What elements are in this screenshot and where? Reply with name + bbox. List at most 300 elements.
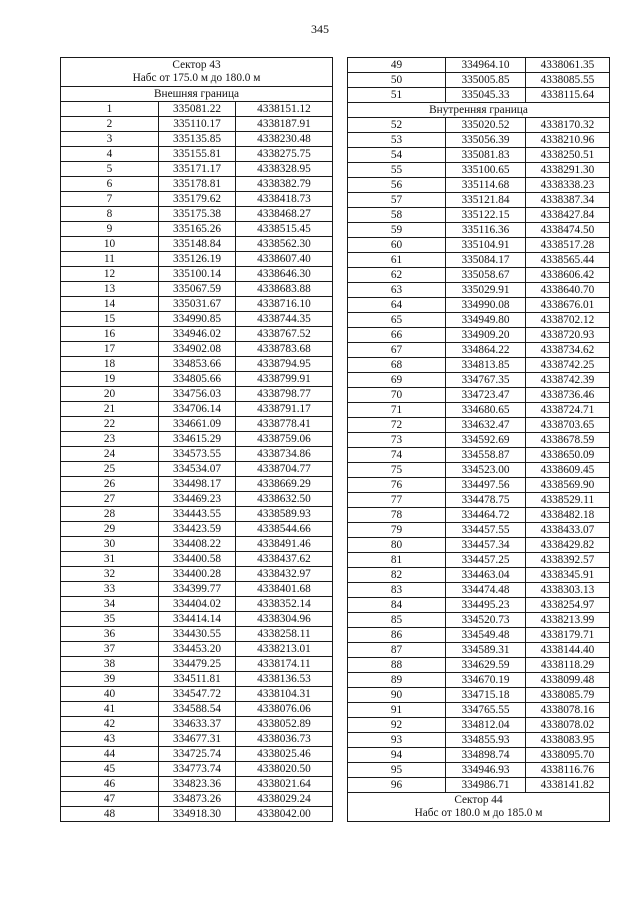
x-coordinate: 334990.85	[159, 312, 236, 327]
y-coordinate: 4338632.50	[236, 492, 333, 507]
table-row	[61, 162, 333, 177]
x-coordinate: 334400.58	[159, 552, 236, 567]
x-coordinate: 334615.29	[159, 432, 236, 447]
point-number: 45	[61, 762, 159, 777]
point-number: 80	[348, 538, 446, 553]
table-row	[348, 598, 610, 613]
table-row	[61, 582, 333, 597]
point-number: 21	[61, 402, 159, 417]
x-coordinate: 334902.08	[159, 342, 236, 357]
x-coordinate: 334399.77	[159, 582, 236, 597]
y-coordinate: 4338742.39	[526, 373, 610, 388]
table-row	[61, 387, 333, 402]
y-coordinate: 4338338.23	[526, 178, 610, 193]
point-number: 58	[348, 208, 446, 223]
x-coordinate: 334756.03	[159, 387, 236, 402]
x-coordinate: 334670.19	[446, 673, 526, 688]
x-coordinate: 334497.56	[446, 478, 526, 493]
table-row	[348, 493, 610, 508]
point-number: 5	[61, 162, 159, 177]
y-coordinate: 4338783.68	[236, 342, 333, 357]
x-coordinate: 334765.55	[446, 703, 526, 718]
y-coordinate: 4338136.53	[236, 672, 333, 687]
y-coordinate: 4338589.93	[236, 507, 333, 522]
y-coordinate: 4338141.82	[526, 778, 610, 793]
table-row	[348, 703, 610, 718]
y-coordinate: 4338517.28	[526, 238, 610, 253]
point-number: 42	[61, 717, 159, 732]
table-row	[348, 403, 610, 418]
x-coordinate: 335175.38	[159, 207, 236, 222]
point-number: 17	[61, 342, 159, 357]
x-coordinate: 335100.65	[446, 163, 526, 178]
y-coordinate: 4338250.51	[526, 148, 610, 163]
table-row	[61, 552, 333, 567]
table-row	[348, 538, 610, 553]
x-coordinate: 334873.26	[159, 792, 236, 807]
point-number: 67	[348, 343, 446, 358]
table-row	[61, 447, 333, 462]
x-coordinate: 334573.55	[159, 447, 236, 462]
table-row	[348, 238, 610, 253]
x-coordinate: 334520.73	[446, 613, 526, 628]
x-coordinate: 334400.28	[159, 567, 236, 582]
table-row	[61, 327, 333, 342]
y-coordinate: 4338118.29	[526, 658, 610, 673]
x-coordinate: 335121.84	[446, 193, 526, 208]
x-coordinate: 335058.67	[446, 268, 526, 283]
point-number: 61	[348, 253, 446, 268]
point-number: 22	[61, 417, 159, 432]
point-number: 8	[61, 207, 159, 222]
point-number: 84	[348, 598, 446, 613]
table-row	[348, 478, 610, 493]
table-row	[61, 207, 333, 222]
x-coordinate: 334592.69	[446, 433, 526, 448]
x-coordinate: 334443.55	[159, 507, 236, 522]
x-coordinate: 335081.83	[446, 148, 526, 163]
table-row	[61, 102, 333, 117]
table-row	[61, 372, 333, 387]
x-coordinate: 335110.17	[159, 117, 236, 132]
y-coordinate: 4338025.46	[236, 747, 333, 762]
point-number: 83	[348, 583, 446, 598]
point-number: 75	[348, 463, 446, 478]
table-row	[348, 613, 610, 628]
table-row	[348, 298, 610, 313]
table-row	[348, 58, 610, 73]
table-row	[348, 778, 610, 793]
x-coordinate: 334469.23	[159, 492, 236, 507]
point-number: 55	[348, 163, 446, 178]
point-number: 89	[348, 673, 446, 688]
table-row	[61, 192, 333, 207]
point-number: 91	[348, 703, 446, 718]
point-number: 78	[348, 508, 446, 523]
table-row	[61, 402, 333, 417]
x-coordinate: 335126.19	[159, 252, 236, 267]
y-coordinate: 4338702.12	[526, 313, 610, 328]
sector-title: Сектор 43	[172, 59, 221, 71]
table-row	[61, 762, 333, 777]
table-row	[61, 642, 333, 657]
table-row	[61, 462, 333, 477]
x-coordinate: 335005.85	[446, 73, 526, 88]
y-coordinate: 4338529.11	[526, 493, 610, 508]
point-number: 38	[61, 657, 159, 672]
y-coordinate: 4338607.40	[236, 252, 333, 267]
table-row	[61, 177, 333, 192]
point-number: 68	[348, 358, 446, 373]
y-coordinate: 4338678.59	[526, 433, 610, 448]
table-row	[61, 717, 333, 732]
table-row	[61, 492, 333, 507]
y-coordinate: 4338085.79	[526, 688, 610, 703]
table-row	[348, 688, 610, 703]
y-coordinate: 4338303.13	[526, 583, 610, 598]
point-number: 34	[61, 597, 159, 612]
point-number: 3	[61, 132, 159, 147]
y-coordinate: 4338042.00	[236, 807, 333, 822]
y-coordinate: 4338029.24	[236, 792, 333, 807]
x-coordinate: 334723.47	[446, 388, 526, 403]
y-coordinate: 4338418.73	[236, 192, 333, 207]
y-coordinate: 4338474.50	[526, 223, 610, 238]
table-row	[348, 343, 610, 358]
table-row	[348, 583, 610, 598]
point-number: 36	[61, 627, 159, 642]
next-sector-title: Сектор 44	[454, 794, 503, 806]
table-row	[61, 432, 333, 447]
x-coordinate: 335148.84	[159, 237, 236, 252]
point-number: 20	[61, 387, 159, 402]
y-coordinate: 4338744.35	[236, 312, 333, 327]
table-row	[348, 718, 610, 733]
x-coordinate: 334408.22	[159, 537, 236, 552]
x-coordinate: 335165.26	[159, 222, 236, 237]
x-coordinate: 335171.17	[159, 162, 236, 177]
y-coordinate: 4338609.45	[526, 463, 610, 478]
y-coordinate: 4338437.62	[236, 552, 333, 567]
point-number: 73	[348, 433, 446, 448]
y-coordinate: 4338433.07	[526, 523, 610, 538]
y-coordinate: 4338116.76	[526, 763, 610, 778]
point-number: 72	[348, 418, 446, 433]
point-number: 13	[61, 282, 159, 297]
point-number: 14	[61, 297, 159, 312]
x-coordinate: 334430.55	[159, 627, 236, 642]
y-coordinate: 4338076.06	[236, 702, 333, 717]
table-row	[348, 358, 610, 373]
point-number: 12	[61, 267, 159, 282]
table-row	[348, 763, 610, 778]
table-row	[61, 777, 333, 792]
y-coordinate: 4338798.77	[236, 387, 333, 402]
point-number: 48	[61, 807, 159, 822]
table-row	[61, 132, 333, 147]
x-coordinate: 334632.47	[446, 418, 526, 433]
x-coordinate: 335029.91	[446, 283, 526, 298]
table-row	[348, 283, 610, 298]
outer-boundary-row	[61, 87, 333, 102]
y-coordinate: 4338187.91	[236, 117, 333, 132]
y-coordinate: 4338144.40	[526, 643, 610, 658]
point-number: 43	[61, 732, 159, 747]
table-row	[348, 223, 610, 238]
table-row	[348, 448, 610, 463]
y-coordinate: 4338759.06	[236, 432, 333, 447]
y-coordinate: 4338720.93	[526, 328, 610, 343]
x-coordinate: 334633.37	[159, 717, 236, 732]
point-number: 94	[348, 748, 446, 763]
y-coordinate: 4338392.57	[526, 553, 610, 568]
y-coordinate: 4338061.35	[526, 58, 610, 73]
x-coordinate: 334453.20	[159, 642, 236, 657]
x-coordinate: 334767.35	[446, 373, 526, 388]
outer-boundary-label: Внешняя граница	[61, 87, 333, 102]
x-coordinate: 335067.59	[159, 282, 236, 297]
point-number: 82	[348, 568, 446, 583]
x-coordinate: 334498.17	[159, 477, 236, 492]
point-number: 18	[61, 357, 159, 372]
y-coordinate: 4338099.48	[526, 673, 610, 688]
sector-subtitle: Набс от 175.0 м до 180.0 м	[132, 72, 261, 84]
x-coordinate: 334478.75	[446, 493, 526, 508]
table-row	[348, 133, 610, 148]
point-number: 56	[348, 178, 446, 193]
x-coordinate: 335135.85	[159, 132, 236, 147]
point-number: 1	[61, 102, 159, 117]
point-number: 39	[61, 672, 159, 687]
y-coordinate: 4338083.95	[526, 733, 610, 748]
sector-44-header	[348, 793, 610, 822]
point-number: 66	[348, 328, 446, 343]
table-row	[348, 418, 610, 433]
y-coordinate: 4338734.62	[526, 343, 610, 358]
table-row	[348, 658, 610, 673]
table-row	[61, 147, 333, 162]
x-coordinate: 334463.04	[446, 568, 526, 583]
y-coordinate: 4338345.91	[526, 568, 610, 583]
point-number: 37	[61, 642, 159, 657]
table-row	[348, 523, 610, 538]
table-row	[348, 88, 610, 103]
x-coordinate: 334474.48	[446, 583, 526, 598]
table-row	[61, 792, 333, 807]
point-number: 52	[348, 118, 446, 133]
point-number: 19	[61, 372, 159, 387]
x-coordinate: 335155.81	[159, 147, 236, 162]
x-coordinate: 334812.04	[446, 718, 526, 733]
table-row	[348, 748, 610, 763]
y-coordinate: 4338716.10	[236, 297, 333, 312]
y-coordinate: 4338646.30	[236, 267, 333, 282]
point-number: 81	[348, 553, 446, 568]
y-coordinate: 4338669.29	[236, 477, 333, 492]
y-coordinate: 4338095.70	[526, 748, 610, 763]
table-row	[348, 373, 610, 388]
table-row	[61, 312, 333, 327]
point-number: 4	[61, 147, 159, 162]
point-number: 28	[61, 507, 159, 522]
y-coordinate: 4338432.97	[236, 567, 333, 582]
table-row	[61, 282, 333, 297]
point-number: 92	[348, 718, 446, 733]
table-row	[61, 237, 333, 252]
table-row	[348, 508, 610, 523]
point-number: 77	[348, 493, 446, 508]
x-coordinate: 334588.54	[159, 702, 236, 717]
x-coordinate: 334949.80	[446, 313, 526, 328]
y-coordinate: 4338085.55	[526, 73, 610, 88]
point-number: 29	[61, 522, 159, 537]
point-number: 79	[348, 523, 446, 538]
y-coordinate: 4338275.75	[236, 147, 333, 162]
y-coordinate: 4338352.14	[236, 597, 333, 612]
table-row	[348, 178, 610, 193]
table-row	[348, 433, 610, 448]
point-number: 90	[348, 688, 446, 703]
y-coordinate: 4338791.17	[236, 402, 333, 417]
y-coordinate: 4338213.99	[526, 613, 610, 628]
y-coordinate: 4338767.52	[236, 327, 333, 342]
y-coordinate: 4338174.11	[236, 657, 333, 672]
y-coordinate: 4338230.48	[236, 132, 333, 147]
x-coordinate: 334558.87	[446, 448, 526, 463]
table-row	[61, 597, 333, 612]
x-coordinate: 334773.74	[159, 762, 236, 777]
table-row	[348, 388, 610, 403]
point-number: 6	[61, 177, 159, 192]
y-coordinate: 4338429.82	[526, 538, 610, 553]
point-number: 85	[348, 613, 446, 628]
point-number: 25	[61, 462, 159, 477]
y-coordinate: 4338650.09	[526, 448, 610, 463]
x-coordinate: 335100.14	[159, 267, 236, 282]
point-number: 59	[348, 223, 446, 238]
y-coordinate: 4338468.27	[236, 207, 333, 222]
y-coordinate: 4338387.34	[526, 193, 610, 208]
inner-boundary-label: Внутренняя граница	[348, 103, 610, 118]
y-coordinate: 4338401.68	[236, 582, 333, 597]
point-number: 10	[61, 237, 159, 252]
x-coordinate: 335084.17	[446, 253, 526, 268]
table-row	[348, 313, 610, 328]
x-coordinate: 334898.74	[446, 748, 526, 763]
y-coordinate: 4338078.16	[526, 703, 610, 718]
point-number: 53	[348, 133, 446, 148]
x-coordinate: 334423.59	[159, 522, 236, 537]
sector-header-row	[61, 58, 333, 87]
y-coordinate: 4338213.01	[236, 642, 333, 657]
table-row	[61, 477, 333, 492]
y-coordinate: 4338544.66	[236, 522, 333, 537]
y-coordinate: 4338606.42	[526, 268, 610, 283]
y-coordinate: 4338078.02	[526, 718, 610, 733]
table-row	[61, 522, 333, 537]
y-coordinate: 4338704.77	[236, 462, 333, 477]
point-number: 50	[348, 73, 446, 88]
y-coordinate: 4338151.12	[236, 102, 333, 117]
table-row	[61, 672, 333, 687]
point-number: 71	[348, 403, 446, 418]
x-coordinate: 334946.02	[159, 327, 236, 342]
x-coordinate: 335104.91	[446, 238, 526, 253]
y-coordinate: 4338036.73	[236, 732, 333, 747]
table-row	[348, 163, 610, 178]
next-sector-header-row	[348, 793, 610, 822]
x-coordinate: 334464.72	[446, 508, 526, 523]
x-coordinate: 334511.81	[159, 672, 236, 687]
point-number: 74	[348, 448, 446, 463]
point-number: 54	[348, 148, 446, 163]
table-row	[348, 328, 610, 343]
y-coordinate: 4338778.41	[236, 417, 333, 432]
table-row	[61, 612, 333, 627]
x-coordinate: 334855.93	[446, 733, 526, 748]
x-coordinate: 334661.09	[159, 417, 236, 432]
y-coordinate: 4338491.46	[236, 537, 333, 552]
y-coordinate: 4338703.65	[526, 418, 610, 433]
x-coordinate: 334990.08	[446, 298, 526, 313]
point-number: 51	[348, 88, 446, 103]
x-coordinate: 335031.67	[159, 297, 236, 312]
page-number: 345	[311, 22, 329, 36]
table-row	[348, 628, 610, 643]
point-number: 16	[61, 327, 159, 342]
table-row	[61, 702, 333, 717]
table-row	[348, 268, 610, 283]
point-number: 33	[61, 582, 159, 597]
y-coordinate: 4338328.95	[236, 162, 333, 177]
y-coordinate: 4338021.64	[236, 777, 333, 792]
x-coordinate: 334534.07	[159, 462, 236, 477]
table-row	[61, 627, 333, 642]
right-coordinates-table	[347, 57, 610, 822]
x-coordinate: 335081.22	[159, 102, 236, 117]
x-coordinate: 335020.52	[446, 118, 526, 133]
y-coordinate: 4338724.71	[526, 403, 610, 418]
x-coordinate: 334629.59	[446, 658, 526, 673]
x-coordinate: 334706.14	[159, 402, 236, 417]
point-number: 15	[61, 312, 159, 327]
y-coordinate: 4338179.71	[526, 628, 610, 643]
point-number: 76	[348, 478, 446, 493]
point-number: 40	[61, 687, 159, 702]
y-coordinate: 4338799.91	[236, 372, 333, 387]
y-coordinate: 4338020.50	[236, 762, 333, 777]
table-row	[348, 553, 610, 568]
table-row	[61, 507, 333, 522]
y-coordinate: 4338683.88	[236, 282, 333, 297]
x-coordinate: 334479.25	[159, 657, 236, 672]
sector-43-header	[61, 58, 333, 87]
x-coordinate: 334457.55	[446, 523, 526, 538]
table-row	[61, 732, 333, 747]
x-coordinate: 334918.30	[159, 807, 236, 822]
x-coordinate: 335056.39	[446, 133, 526, 148]
x-coordinate: 335045.33	[446, 88, 526, 103]
x-coordinate: 334457.25	[446, 553, 526, 568]
x-coordinate: 334909.20	[446, 328, 526, 343]
point-number: 46	[61, 777, 159, 792]
point-number: 96	[348, 778, 446, 793]
y-coordinate: 4338170.32	[526, 118, 610, 133]
table-row	[348, 253, 610, 268]
x-coordinate: 334414.14	[159, 612, 236, 627]
x-coordinate: 334547.72	[159, 687, 236, 702]
y-coordinate: 4338258.11	[236, 627, 333, 642]
